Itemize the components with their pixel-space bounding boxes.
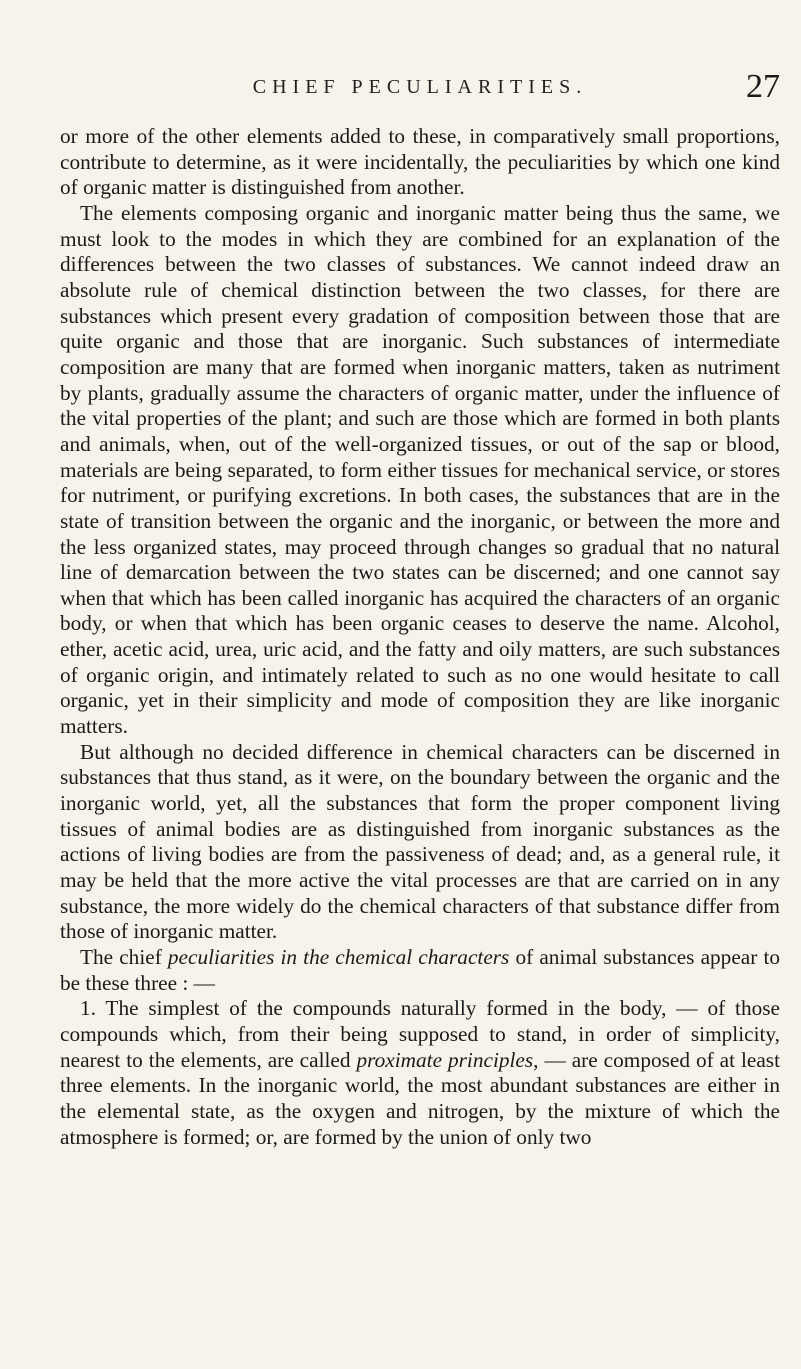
list-item-text: , — are composed of at least three elements. In the inorganic world, the most abundant substances are either in the elemental state, as the oxygen and nitrogen, by the mixture of which the atmosphere is formed; or, are formed by the union of only two <box>60 1047 780 1149</box>
list-item <box>60 996 780 1150</box>
running-title: CHIEF PECULIARITIES. <box>252 76 588 98</box>
paragraph-text: The chief <box>80 945 168 969</box>
paragraph-text: of animal substances appear to be these three : — <box>60 945 781 995</box>
list-item-text: 1. The simplest of the compounds naturally formed in the body, — of those compounds which, from their being supposed to stand, in order of simplicity, nearest to the elements, are called <box>60 996 780 1072</box>
running-head <box>60 68 780 108</box>
paragraph-intro-list <box>60 945 780 996</box>
body-text <box>60 124 780 1150</box>
italic-phrase: peculiarities in the chemical characters <box>167 945 510 969</box>
italic-term: proximate principles <box>356 1047 534 1072</box>
paragraph: But although no decided difference in chemical characters can be discerned in substances that thus stand, as it were, on the boundary between the organic and the inorganic world, yet, all the substances that form the proper component living tissues of animal bodies are as distinguished from inorganic substances as the actions of living bodies are from the passiveness of dead; and, as a general rule, it may be held that the more active the vital processes are that are carried on in any substance, the more widely do the chemical characters of that substance differ from those of inorganic matter. <box>60 739 780 944</box>
paragraph-continuation: or more of the other elements added to these, in comparatively small proportions, contribute to determine, as it were incidentally, the peculiarities by which one kind of organic matter is distinguished from another. <box>60 124 780 200</box>
page-number: 27 <box>746 68 780 105</box>
paragraph: The elements composing organic and inorganic matter being thus the same, we must look to the modes in which they are combined for an explanation of the differences between the two classes of substances. We cannot indeed draw an absolute rule of chemical distinction between the two classes, for there are substances which present every gradation of composition between those that are quite organic and those that are inorganic. Such substances of intermediate composition are many that are formed when inorganic matters, taken as nutriment by plants, gradually assume the characters of organic matter, under the influence of the vital properties of the plant; and such are those which are formed in both plants and animals, when, out of the well-organized tissues, or out of the sap or blood, materials are being separated, to form either tissues for mechanical service, or stores for nutriment, or purifying excretions. In both cases, the substances that are in the state of transition between the organic and the inorganic, or between the more and the less organized states, may proceed through changes so gradual that no natural line of demarcation between the two states can be discerned; and one cannot say when that which has been called inorganic has acquired the characters of an organic body, or when that which has been organic ceases to deserve the name. Alcohol, ether, acetic acid, urea, uric acid, and the fatty and oily matters, are such substances of organic origin, and intimately related to such as no one would hesitate to call organic, yet in their simplicity and mode of composition they are like inorganic matters. <box>60 200 780 739</box>
